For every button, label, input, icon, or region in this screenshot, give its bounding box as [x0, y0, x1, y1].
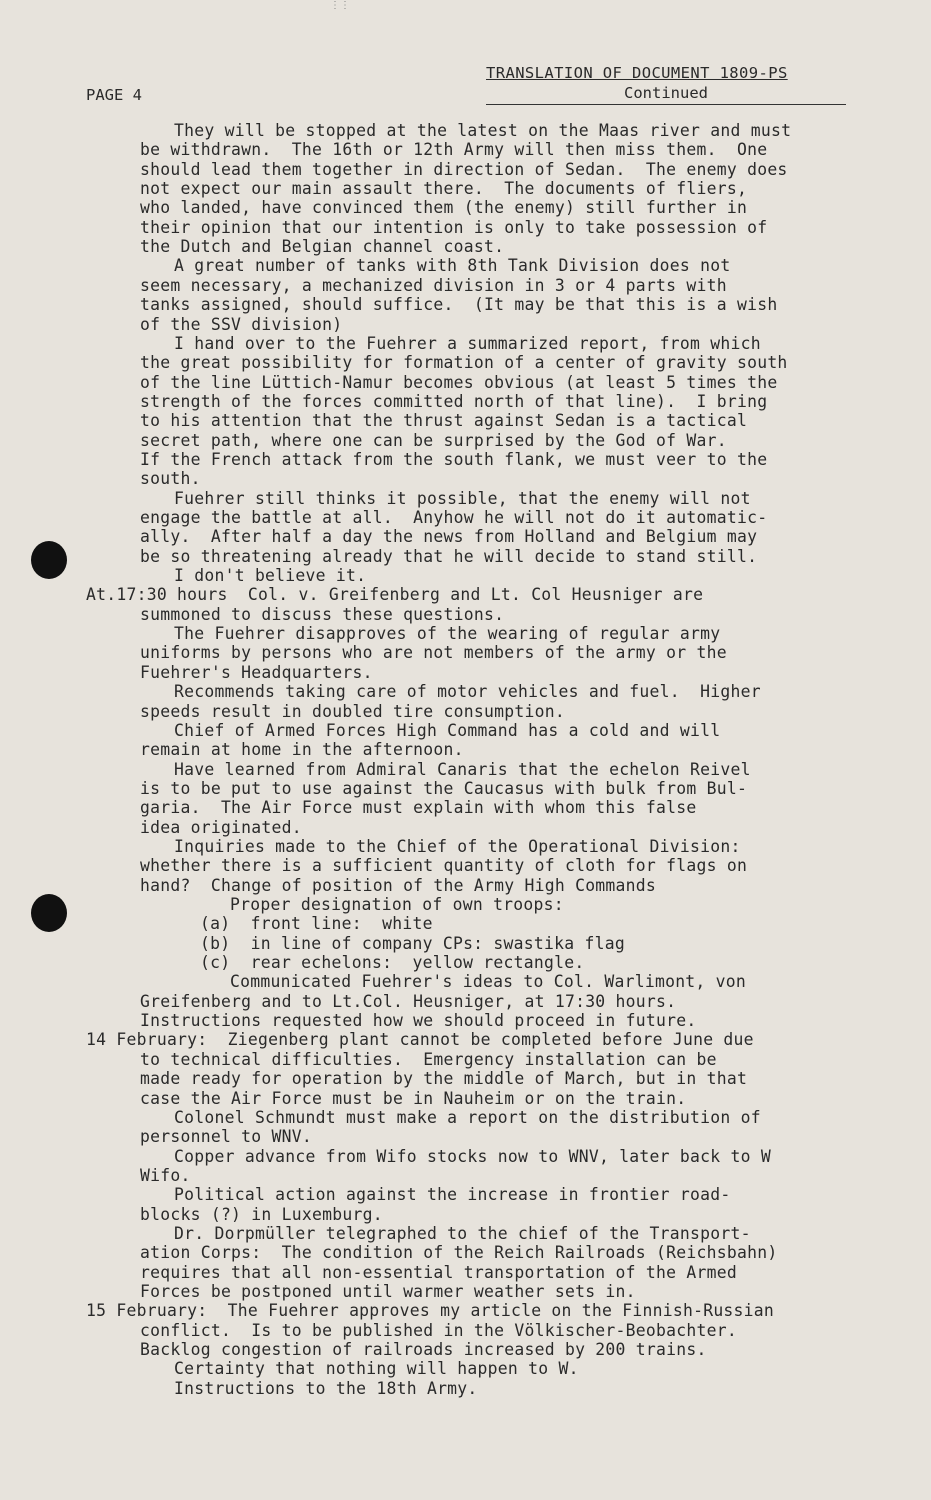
text-line: whether there is a sufficient quantity of cloth for flags on: [140, 856, 748, 876]
text-line: (a) front line: white: [200, 914, 433, 934]
text-line: I hand over to the Fuehrer a summarized report, from which: [174, 333, 761, 353]
text-line: Inquiries made to the Chief of the Operational Division:: [174, 836, 741, 856]
text-line: made ready for operation by the middle of March, but in that: [140, 1069, 748, 1089]
text-line: the great possibility for formation of a center of gravity south: [140, 353, 788, 373]
text-line: Recommends taking care of motor vehicles and fuel. Higher: [174, 682, 761, 702]
document-title: TRANSLATION OF DOCUMENT 1809-PS: [486, 64, 788, 82]
text-line: strength of the forces committed north of that line). I bring: [140, 391, 768, 411]
text-line: The Fuehrer disapproves of the wearing of regular army: [174, 624, 721, 644]
text-line: I don't believe it.: [174, 566, 367, 586]
text-line: engage the battle at all. Anyhow he will not do it automatic-: [140, 508, 768, 527]
text-line: Backlog congestion of railroads increased by 200 trains.: [140, 1340, 707, 1360]
text-line: should lead them together in direction of Sedan. The enemy does: [140, 159, 788, 179]
text-line: Certainty that nothing will happen to W.: [174, 1359, 579, 1379]
text-line: uniforms by persons who are not members of the army or the: [140, 643, 727, 663]
document-subtitle: Continued: [486, 84, 846, 105]
text-line: Copper advance from Wifo stocks now to WNV, later back to W: [174, 1146, 771, 1166]
text-line: of the line Lüttich-Namur becomes obvious (at least 5 times the: [140, 372, 778, 392]
text-line: secret path, where one can be surprised by the God of War.: [140, 430, 727, 450]
text-line: (c) rear echelons: yellow rectangle.: [200, 953, 585, 973]
text-line: Instructions requested how we should proceed in future.: [140, 1011, 697, 1031]
text-line: seem necessary, a mechanized division in 3 or 4 parts with: [140, 275, 727, 295]
text-line: Political action against the increase in frontier road-: [174, 1185, 731, 1205]
text-line: blocks (?) in Luxemburg.: [140, 1204, 383, 1224]
text-line: of the SSV division): [140, 314, 343, 334]
text-line: Fuehrer's Headquarters.: [140, 662, 373, 682]
text-line: Wifo.: [140, 1165, 191, 1185]
text-line: summoned to discuss these questions.: [140, 604, 505, 624]
punch-hole-icon: [31, 894, 67, 932]
text-line: personnel to WNV.: [140, 1127, 313, 1147]
text-line: ation Corps: The condition of the Reich Railroads (Reichsbahn): [140, 1243, 778, 1263]
text-line: idea originated.: [140, 817, 302, 837]
text-line: case the Air Force must be in Nauheim or on the train.: [140, 1088, 687, 1108]
text-line: Instructions to the 18th Army.: [174, 1378, 478, 1398]
text-line: Communicated Fuehrer's ideas to Col. Warlimont, von: [230, 972, 747, 992]
text-line: conflict. Is to be published in the Völkischer-Beobachter.: [140, 1320, 737, 1340]
text-line: 15 February: The Fuehrer approves my article on the Finnish-Russian: [86, 1301, 775, 1321]
text-line: garia. The Air Force must explain with whom this false: [140, 798, 697, 818]
page-number: PAGE 4: [86, 86, 142, 104]
text-line: remain at home in the afternoon.: [140, 740, 464, 760]
text-line: (b) in line of company CPs: swastika flag: [200, 933, 625, 953]
text-line: Chief of Armed Forces High Command has a cold and will: [174, 720, 721, 740]
text-line: Forces be postponed until warmer weather sets in.: [140, 1282, 636, 1301]
text-line: to his attention that the thrust against Sedan is a tactical: [140, 411, 748, 431]
text-line: At.17:30 hours Col. v. Greifenberg and Lt. Col Heusniger are: [86, 585, 704, 605]
text-line: speeds result in doubled tire consumption.: [140, 701, 565, 721]
text-line: If the French attack from the south flank, we must veer to the: [140, 449, 768, 469]
text-line: to technical difficulties. Emergency installation can be: [140, 1049, 717, 1069]
text-line: requires that all non-essential transportation of the Armed: [140, 1262, 737, 1282]
stamp-mark: ⋮⋮: [330, 0, 350, 11]
text-line: Proper designation of own troops:: [230, 895, 564, 914]
text-line: A great number of tanks with 8th Tank Division does not: [174, 256, 731, 276]
text-line: They will be stopped at the latest on the Maas river and must: [174, 121, 792, 140]
text-line: Have learned from Admiral Canaris that the echelon Reivel: [174, 759, 751, 779]
text-line: hand? Change of position of the Army High Commands: [140, 875, 657, 895]
text-line: 14 February: Ziegenberg plant cannot be completed before June due: [86, 1030, 754, 1050]
text-line: south.: [140, 469, 201, 489]
text-line: not expect our main assault there. The documents of fliers,: [140, 179, 748, 199]
text-line: tanks assigned, should suffice. (It may be that this is a wish: [140, 295, 778, 315]
text-line: the Dutch and Belgian channel coast.: [140, 237, 505, 257]
text-line: Fuehrer still thinks it possible, that the enemy will not: [174, 488, 751, 508]
text-line: is to be put to use against the Caucasus with bulk from Bul-: [140, 778, 748, 798]
text-line: Dr. Dorpmüller telegraphed to the chief of the Transport-: [174, 1223, 751, 1243]
text-line: Colonel Schmundt must make a report on the distribution of: [174, 1107, 761, 1127]
text-line: their opinion that our intention is only to take possession of: [140, 217, 768, 237]
text-line: ally. After half a day the news from Holland and Belgium may: [140, 527, 758, 547]
text-line: be so threatening already that he will decide to stand still.: [140, 546, 758, 566]
text-line: who landed, have convinced them (the enemy) still further in: [140, 198, 748, 218]
text-line: Greifenberg and to Lt.Col. Heusniger, at 17:30 hours.: [140, 991, 677, 1011]
text-line: be withdrawn. The 16th or 12th Army will then miss them. One: [140, 140, 768, 160]
punch-hole-icon: [31, 541, 67, 579]
